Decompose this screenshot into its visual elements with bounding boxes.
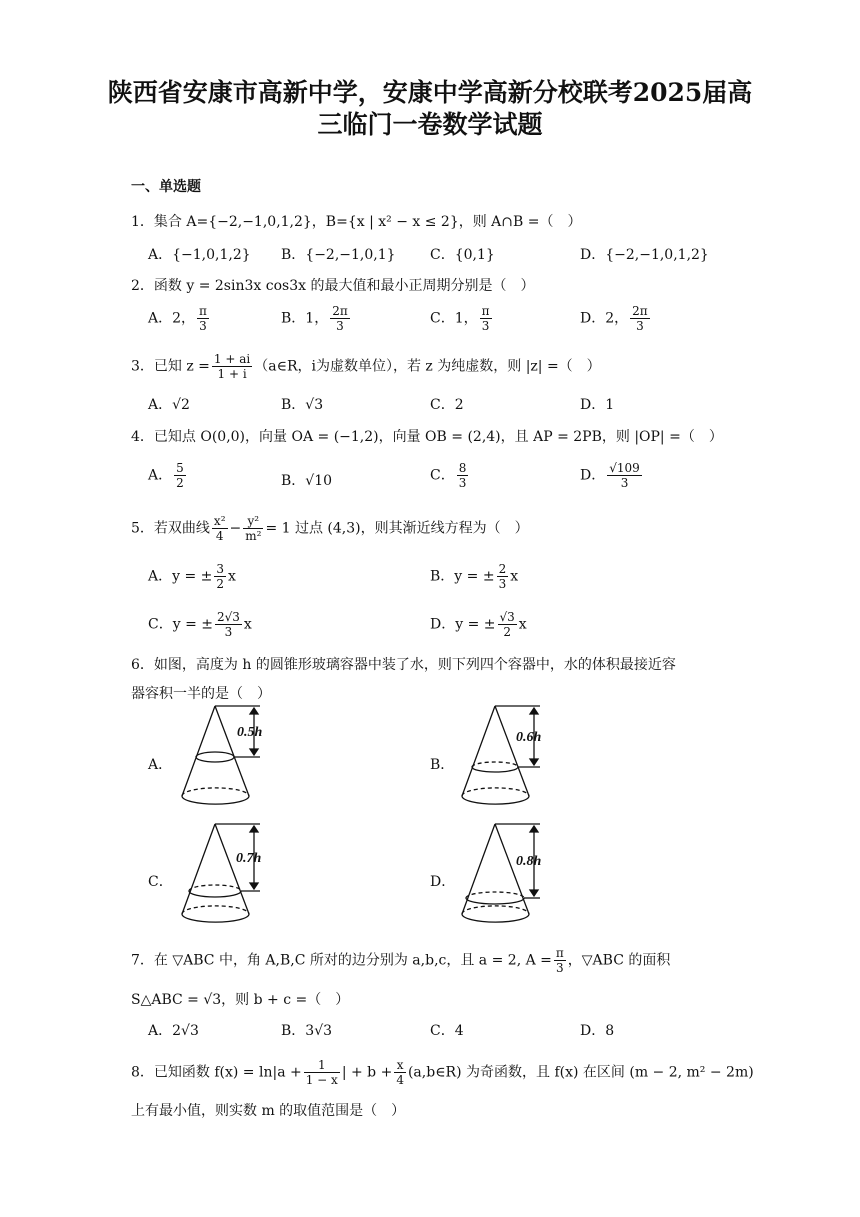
q2-option-c	[430, 304, 494, 333]
q4-d-fraction: $\frac{√109}{3}$	[609, 461, 640, 490]
question-1-stem: 1．集合 A={−2,−1,0,1,2}，B={x | x² − x ≤ 2}，则 A∩B =（ ）	[131, 214, 582, 230]
question-8-line2: 上有最小值，则实数 m 的取值范围是（ ）	[131, 1103, 406, 1119]
question-5-stem: 5．若双曲线 $\frac{\text{x²}}{4}$ − $\frac{\text{y²}}{\text{m²}}$ = 1 过点 (4,3)，则其渐近线方程为（ ）	[131, 514, 529, 543]
cone-figure-d	[452, 818, 562, 930]
q4-option-c: C． $\frac{8}{3}$	[430, 461, 467, 490]
q2-option-d	[580, 304, 652, 333]
q6-option-a: A．	[148, 757, 173, 773]
q3-option-c: C．2	[430, 397, 464, 413]
q4-a-fraction: $\frac{5}{2}$	[176, 461, 184, 490]
q5-fraction-x: $\frac{\text{x²}}{4}$	[213, 514, 226, 543]
exam-title-line1: 陕西省安康市高新中学，安康中学高新分校联考2025届高	[107, 78, 753, 107]
q5-b-fraction: $\frac{2}{3}$	[498, 562, 507, 591]
q7-option-c: C．4	[430, 1023, 464, 1039]
question-4-stem: 4．已知点 O(0,0)，向量 OA = (−1,2)，向量 OB = (2,4)，且 AP = 2PB，则 |OP| =（ ）	[131, 429, 723, 445]
q3-fraction: $\frac{1 + ai}{1 + i}$	[213, 352, 251, 381]
q4-option-b: B．√10	[281, 473, 333, 489]
q4-option-d: D． $\frac{√109}{3}$	[580, 461, 640, 490]
q2-option-b	[281, 304, 352, 333]
q8-fraction-2: $\frac{x}{4}$	[396, 1058, 404, 1087]
q2-option-a	[148, 304, 211, 333]
q6-option-b: B．	[430, 757, 455, 773]
q5-fraction-y: $\frac{\text{y²}}{\text{m²}}$	[245, 514, 262, 543]
q2-c-label: C．1，	[430, 310, 478, 327]
q6-option-c: C．	[148, 874, 173, 890]
q5-option-c: C．y = ± $\frac{2√3}{3}$ x	[148, 610, 252, 639]
q6-option-d: D．	[430, 874, 456, 890]
q1-option-d: D．{−2,−1,0,1,2}	[580, 247, 709, 263]
q4-option-a: A． $\frac{5}{2}$	[148, 461, 184, 490]
q2-d-fraction: $\frac{2\pi}{3}$	[632, 304, 648, 333]
q5-option-b: B．y = ± $\frac{2}{3}$ x	[430, 562, 519, 591]
cone-c-height-label: 0.7h	[236, 851, 262, 866]
q8-fraction-1: $\frac{1}{1 - x}$	[305, 1058, 338, 1087]
q7-option-a: A．2√3	[148, 1023, 199, 1039]
q7-option-d: D．8	[580, 1023, 615, 1039]
question-7-line2: S△ABC = √3，则 b + c =（ ）	[131, 992, 350, 1008]
question-6-line1: 6．如图，高度为 h 的圆锥形玻璃容器中装了水，则下列四个容器中，水的体积最接近容	[131, 657, 676, 673]
exam-title-line2: 三临门一卷数学试题	[317, 110, 543, 139]
cone-d-height-label: 0.8h	[516, 854, 542, 869]
cone-a-height-label: 0.5h	[237, 725, 263, 740]
cone-figure-a	[172, 700, 282, 812]
q2-c-fraction: $\frac{\pi}{3}$	[481, 304, 490, 333]
q2-b-label: B．1，	[281, 310, 329, 327]
q3-option-a: A．√2	[148, 397, 190, 413]
q4-c-fraction: $\frac{8}{3}$	[458, 461, 467, 490]
q1-option-b: B．{−2,−1,0,1}	[281, 247, 396, 263]
question-8-line1: 8．已知函数 f(x) = ln|a + $\frac{1}{1 - x}$ | + b + $\frac{x}{4}$ (a,b∈R) 为奇函数，且 f(x) 在区间 (m − 2, m² − 2m)	[131, 1058, 754, 1087]
question-7-line1: 7．在 ▽ABC 中，角 A,B,C 所对的边分别为 a,b,c，且 a = 2, A = $\frac{\pi}{3}$ ，▽ABC 的面积	[131, 946, 671, 975]
q5-option-a: A．y = ± $\frac{3}{2}$ x	[148, 562, 236, 591]
q7-option-b: B．3√3	[281, 1023, 333, 1039]
section-heading: 一、单选题	[131, 179, 201, 195]
cone-b-height-label: 0.6h	[516, 730, 542, 745]
q2-d-label: D．2，	[580, 310, 629, 327]
q5-d-fraction: $\frac{√3}{2}$	[499, 610, 515, 639]
q1-option-a: A．{−1,0,1,2}	[148, 247, 251, 263]
q1-option-c: C．{0,1}	[430, 247, 495, 263]
q3-option-d: D．1	[580, 397, 615, 413]
q7-fraction: $\frac{\pi}{3}$	[555, 946, 564, 975]
question-3-stem: 3．已知 z = $\frac{1 + ai}{1 + i}$ （a∈R，i为虚数单位），若 z 为纯虚数，则 |z| =（ ）	[131, 352, 601, 381]
question-6-line2: 器容积一半的是（ ）	[131, 686, 271, 702]
q5-a-fraction: $\frac{3}{2}$	[216, 562, 225, 591]
cone-figure-c	[172, 818, 282, 930]
q5-c-fraction: $\frac{2√3}{3}$	[216, 610, 240, 639]
q2-b-fraction: $\frac{2\pi}{3}$	[332, 304, 348, 333]
q2-a-fraction: $\frac{\pi}{3}$	[199, 304, 207, 333]
question-2-stem: 2．函数 y = 2sin3x cos3x 的最大值和最小正周期分别是（ ）	[131, 278, 535, 294]
q2-a-label: A．2，	[148, 310, 196, 327]
cone-figure-b	[452, 700, 562, 812]
q3-option-b: B．√3	[281, 397, 324, 413]
q5-option-d: D．y = ± $\frac{√3}{2}$ x	[430, 610, 527, 639]
